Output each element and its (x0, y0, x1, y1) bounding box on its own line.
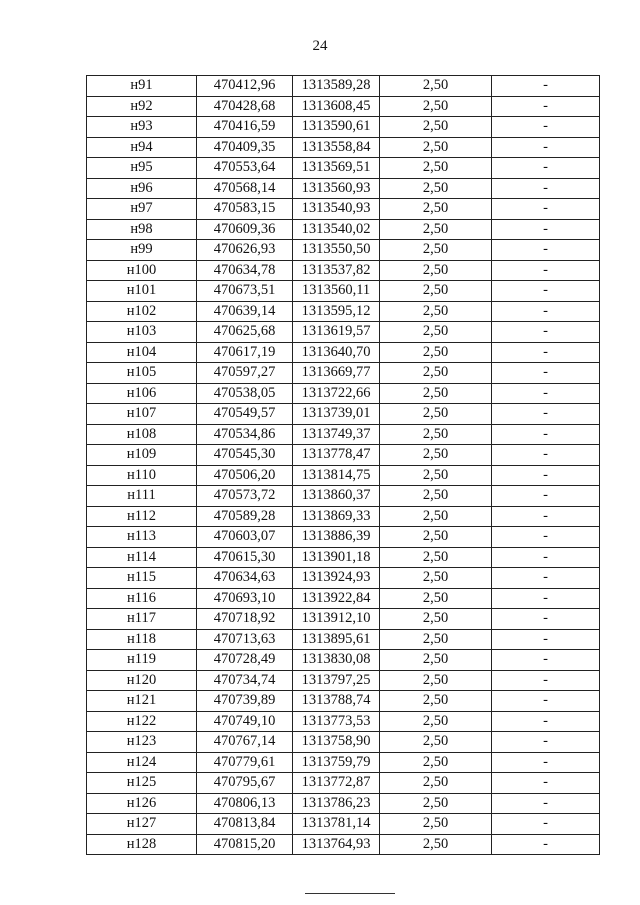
x-coordinate-cell: 470568,14 (197, 178, 293, 199)
y-coordinate-cell: 1313608,45 (293, 96, 380, 117)
note-cell: - (492, 650, 600, 671)
x-coordinate-cell: 470673,51 (197, 281, 293, 302)
accuracy-cell: 2,50 (380, 301, 492, 322)
note-cell: - (492, 547, 600, 568)
y-coordinate-cell: 1313797,25 (293, 670, 380, 691)
note-cell: - (492, 301, 600, 322)
point-id-cell: н122 (87, 711, 197, 732)
x-coordinate-cell: 470589,28 (197, 506, 293, 527)
table-row (87, 445, 600, 466)
point-id-cell: н99 (87, 240, 197, 261)
accuracy-cell: 2,50 (380, 76, 492, 97)
y-coordinate-cell: 1313595,12 (293, 301, 380, 322)
x-coordinate-cell: 470553,64 (197, 158, 293, 179)
table-row (87, 301, 600, 322)
y-coordinate-cell: 1313773,53 (293, 711, 380, 732)
point-id-cell: н125 (87, 773, 197, 794)
point-id-cell: н106 (87, 383, 197, 404)
table-row (87, 76, 600, 97)
x-coordinate-cell: 470713,63 (197, 629, 293, 650)
x-coordinate-cell: 470767,14 (197, 732, 293, 753)
x-coordinate-cell: 470412,96 (197, 76, 293, 97)
table-row (87, 424, 600, 445)
table-row (87, 732, 600, 753)
table-row (87, 547, 600, 568)
x-coordinate-cell: 470693,10 (197, 588, 293, 609)
point-id-cell: н105 (87, 363, 197, 384)
accuracy-cell: 2,50 (380, 240, 492, 261)
note-cell: - (492, 240, 600, 261)
y-coordinate-cell: 1313788,74 (293, 691, 380, 712)
y-coordinate-cell: 1313924,93 (293, 568, 380, 589)
point-id-cell: н93 (87, 117, 197, 138)
point-id-cell: н92 (87, 96, 197, 117)
accuracy-cell: 2,50 (380, 445, 492, 466)
accuracy-cell: 2,50 (380, 117, 492, 138)
table-row (87, 670, 600, 691)
point-id-cell: н127 (87, 814, 197, 835)
x-coordinate-cell: 470428,68 (197, 96, 293, 117)
y-coordinate-cell: 1313814,75 (293, 465, 380, 486)
accuracy-cell: 2,50 (380, 322, 492, 343)
note-cell: - (492, 486, 600, 507)
accuracy-cell: 2,50 (380, 527, 492, 548)
accuracy-cell: 2,50 (380, 404, 492, 425)
note-cell: - (492, 609, 600, 630)
accuracy-cell: 2,50 (380, 158, 492, 179)
table-row (87, 629, 600, 650)
accuracy-cell: 2,50 (380, 342, 492, 363)
accuracy-cell: 2,50 (380, 588, 492, 609)
y-coordinate-cell: 1313772,87 (293, 773, 380, 794)
point-id-cell: н97 (87, 199, 197, 220)
accuracy-cell: 2,50 (380, 814, 492, 835)
note-cell: - (492, 383, 600, 404)
y-coordinate-cell: 1313640,70 (293, 342, 380, 363)
table-row (87, 96, 600, 117)
y-coordinate-cell: 1313589,28 (293, 76, 380, 97)
table-row (87, 322, 600, 343)
table-row (87, 199, 600, 220)
y-coordinate-cell: 1313669,77 (293, 363, 380, 384)
point-id-cell: н95 (87, 158, 197, 179)
point-id-cell: н114 (87, 547, 197, 568)
y-coordinate-cell: 1313759,79 (293, 752, 380, 773)
x-coordinate-cell: 470728,49 (197, 650, 293, 671)
x-coordinate-cell: 470617,19 (197, 342, 293, 363)
table-row (87, 486, 600, 507)
x-coordinate-cell: 470626,93 (197, 240, 293, 261)
accuracy-cell: 2,50 (380, 629, 492, 650)
y-coordinate-cell: 1313560,93 (293, 178, 380, 199)
accuracy-cell: 2,50 (380, 219, 492, 240)
x-coordinate-cell: 470409,35 (197, 137, 293, 158)
table-row (87, 793, 600, 814)
point-id-cell: н103 (87, 322, 197, 343)
note-cell: - (492, 670, 600, 691)
note-cell: - (492, 732, 600, 753)
x-coordinate-cell: 470625,68 (197, 322, 293, 343)
y-coordinate-cell: 1313758,90 (293, 732, 380, 753)
note-cell: - (492, 527, 600, 548)
point-id-cell: н104 (87, 342, 197, 363)
y-coordinate-cell: 1313560,11 (293, 281, 380, 302)
table-row (87, 568, 600, 589)
note-cell: - (492, 158, 600, 179)
note-cell: - (492, 588, 600, 609)
page-number: 24 (312, 38, 328, 54)
point-id-cell: н115 (87, 568, 197, 589)
note-cell: - (492, 711, 600, 732)
x-coordinate-cell: 470534,86 (197, 424, 293, 445)
note-cell: - (492, 404, 600, 425)
y-coordinate-cell: 1313781,14 (293, 814, 380, 835)
note-cell: - (492, 834, 600, 855)
y-coordinate-cell: 1313537,82 (293, 260, 380, 281)
x-coordinate-cell: 470416,59 (197, 117, 293, 138)
table-row (87, 814, 600, 835)
x-coordinate-cell: 470506,20 (197, 465, 293, 486)
x-coordinate-cell: 470718,92 (197, 609, 293, 630)
accuracy-cell: 2,50 (380, 178, 492, 199)
y-coordinate-cell: 1313778,47 (293, 445, 380, 466)
table-row (87, 260, 600, 281)
table-row (87, 342, 600, 363)
table-row (87, 711, 600, 732)
y-coordinate-cell: 1313558,84 (293, 137, 380, 158)
x-coordinate-cell: 470573,72 (197, 486, 293, 507)
note-cell: - (492, 568, 600, 589)
x-coordinate-cell: 470779,61 (197, 752, 293, 773)
table-row (87, 117, 600, 138)
x-coordinate-cell: 470545,30 (197, 445, 293, 466)
y-coordinate-cell: 1313540,93 (293, 199, 380, 220)
point-id-cell: н120 (87, 670, 197, 691)
point-id-cell: н107 (87, 404, 197, 425)
y-coordinate-cell: 1313590,61 (293, 117, 380, 138)
y-coordinate-cell: 1313550,50 (293, 240, 380, 261)
point-id-cell: н116 (87, 588, 197, 609)
coordinates-table (86, 75, 600, 855)
y-coordinate-cell: 1313739,01 (293, 404, 380, 425)
point-id-cell: н121 (87, 691, 197, 712)
x-coordinate-cell: 470597,27 (197, 363, 293, 384)
y-coordinate-cell: 1313749,37 (293, 424, 380, 445)
note-cell: - (492, 691, 600, 712)
note-cell: - (492, 793, 600, 814)
accuracy-cell: 2,50 (380, 650, 492, 671)
note-cell: - (492, 178, 600, 199)
y-coordinate-cell: 1313860,37 (293, 486, 380, 507)
note-cell: - (492, 506, 600, 527)
table-row (87, 383, 600, 404)
point-id-cell: н124 (87, 752, 197, 773)
table-row (87, 506, 600, 527)
y-coordinate-cell: 1313869,33 (293, 506, 380, 527)
accuracy-cell: 2,50 (380, 199, 492, 220)
x-coordinate-cell: 470749,10 (197, 711, 293, 732)
point-id-cell: н111 (87, 486, 197, 507)
table-row (87, 465, 600, 486)
note-cell: - (492, 773, 600, 794)
accuracy-cell: 2,50 (380, 691, 492, 712)
point-id-cell: н118 (87, 629, 197, 650)
note-cell: - (492, 199, 600, 220)
accuracy-cell: 2,50 (380, 424, 492, 445)
accuracy-cell: 2,50 (380, 363, 492, 384)
y-coordinate-cell: 1313895,61 (293, 629, 380, 650)
accuracy-cell: 2,50 (380, 793, 492, 814)
point-id-cell: н108 (87, 424, 197, 445)
point-id-cell: н98 (87, 219, 197, 240)
table-row (87, 137, 600, 158)
accuracy-cell: 2,50 (380, 547, 492, 568)
table-row (87, 752, 600, 773)
point-id-cell: н119 (87, 650, 197, 671)
y-coordinate-cell: 1313786,23 (293, 793, 380, 814)
x-coordinate-cell: 470815,20 (197, 834, 293, 855)
y-coordinate-cell: 1313922,84 (293, 588, 380, 609)
x-coordinate-cell: 470609,36 (197, 219, 293, 240)
table-row (87, 650, 600, 671)
table-row (87, 588, 600, 609)
x-coordinate-cell: 470813,84 (197, 814, 293, 835)
table-row (87, 281, 600, 302)
note-cell: - (492, 424, 600, 445)
accuracy-cell: 2,50 (380, 752, 492, 773)
note-cell: - (492, 281, 600, 302)
x-coordinate-cell: 470615,30 (197, 547, 293, 568)
x-coordinate-cell: 470538,05 (197, 383, 293, 404)
accuracy-cell: 2,50 (380, 96, 492, 117)
note-cell: - (492, 76, 600, 97)
point-id-cell: н96 (87, 178, 197, 199)
table-row (87, 363, 600, 384)
coordinates-table-body (87, 76, 600, 855)
point-id-cell: н91 (87, 76, 197, 97)
table-row (87, 178, 600, 199)
point-id-cell: н109 (87, 445, 197, 466)
note-cell: - (492, 752, 600, 773)
table-row (87, 773, 600, 794)
note-cell: - (492, 445, 600, 466)
point-id-cell: н94 (87, 137, 197, 158)
table-row (87, 240, 600, 261)
x-coordinate-cell: 470734,74 (197, 670, 293, 691)
table-row (87, 609, 600, 630)
point-id-cell: н110 (87, 465, 197, 486)
x-coordinate-cell: 470806,13 (197, 793, 293, 814)
x-coordinate-cell: 470639,14 (197, 301, 293, 322)
y-coordinate-cell: 1313912,10 (293, 609, 380, 630)
y-coordinate-cell: 1313540,02 (293, 219, 380, 240)
accuracy-cell: 2,50 (380, 568, 492, 589)
note-cell: - (492, 322, 600, 343)
table-row (87, 527, 600, 548)
note-cell: - (492, 96, 600, 117)
point-id-cell: н100 (87, 260, 197, 281)
point-id-cell: н112 (87, 506, 197, 527)
note-cell: - (492, 629, 600, 650)
x-coordinate-cell: 470634,78 (197, 260, 293, 281)
accuracy-cell: 2,50 (380, 465, 492, 486)
accuracy-cell: 2,50 (380, 383, 492, 404)
point-id-cell: н128 (87, 834, 197, 855)
point-id-cell: н102 (87, 301, 197, 322)
y-coordinate-cell: 1313722,66 (293, 383, 380, 404)
x-coordinate-cell: 470795,67 (197, 773, 293, 794)
x-coordinate-cell: 470634,63 (197, 568, 293, 589)
x-coordinate-cell: 470739,89 (197, 691, 293, 712)
note-cell: - (492, 465, 600, 486)
y-coordinate-cell: 1313569,51 (293, 158, 380, 179)
x-coordinate-cell: 470583,15 (197, 199, 293, 220)
accuracy-cell: 2,50 (380, 834, 492, 855)
y-coordinate-cell: 1313619,57 (293, 322, 380, 343)
note-cell: - (492, 219, 600, 240)
point-id-cell: н117 (87, 609, 197, 630)
note-cell: - (492, 814, 600, 835)
y-coordinate-cell: 1313886,39 (293, 527, 380, 548)
table-row (87, 404, 600, 425)
x-coordinate-cell: 470603,07 (197, 527, 293, 548)
accuracy-cell: 2,50 (380, 711, 492, 732)
note-cell: - (492, 117, 600, 138)
accuracy-cell: 2,50 (380, 486, 492, 507)
point-id-cell: н113 (87, 527, 197, 548)
accuracy-cell: 2,50 (380, 281, 492, 302)
accuracy-cell: 2,50 (380, 506, 492, 527)
note-cell: - (492, 260, 600, 281)
note-cell: - (492, 363, 600, 384)
accuracy-cell: 2,50 (380, 773, 492, 794)
accuracy-cell: 2,50 (380, 670, 492, 691)
y-coordinate-cell: 1313764,93 (293, 834, 380, 855)
x-coordinate-cell: 470549,57 (197, 404, 293, 425)
y-coordinate-cell: 1313830,08 (293, 650, 380, 671)
accuracy-cell: 2,50 (380, 260, 492, 281)
table-row (87, 834, 600, 855)
point-id-cell: н101 (87, 281, 197, 302)
point-id-cell: н126 (87, 793, 197, 814)
accuracy-cell: 2,50 (380, 609, 492, 630)
note-cell: - (492, 137, 600, 158)
bottom-divider (305, 893, 395, 894)
table-row (87, 158, 600, 179)
note-cell: - (492, 342, 600, 363)
table-row (87, 691, 600, 712)
y-coordinate-cell: 1313901,18 (293, 547, 380, 568)
point-id-cell: н123 (87, 732, 197, 753)
accuracy-cell: 2,50 (380, 732, 492, 753)
table-row (87, 219, 600, 240)
accuracy-cell: 2,50 (380, 137, 492, 158)
